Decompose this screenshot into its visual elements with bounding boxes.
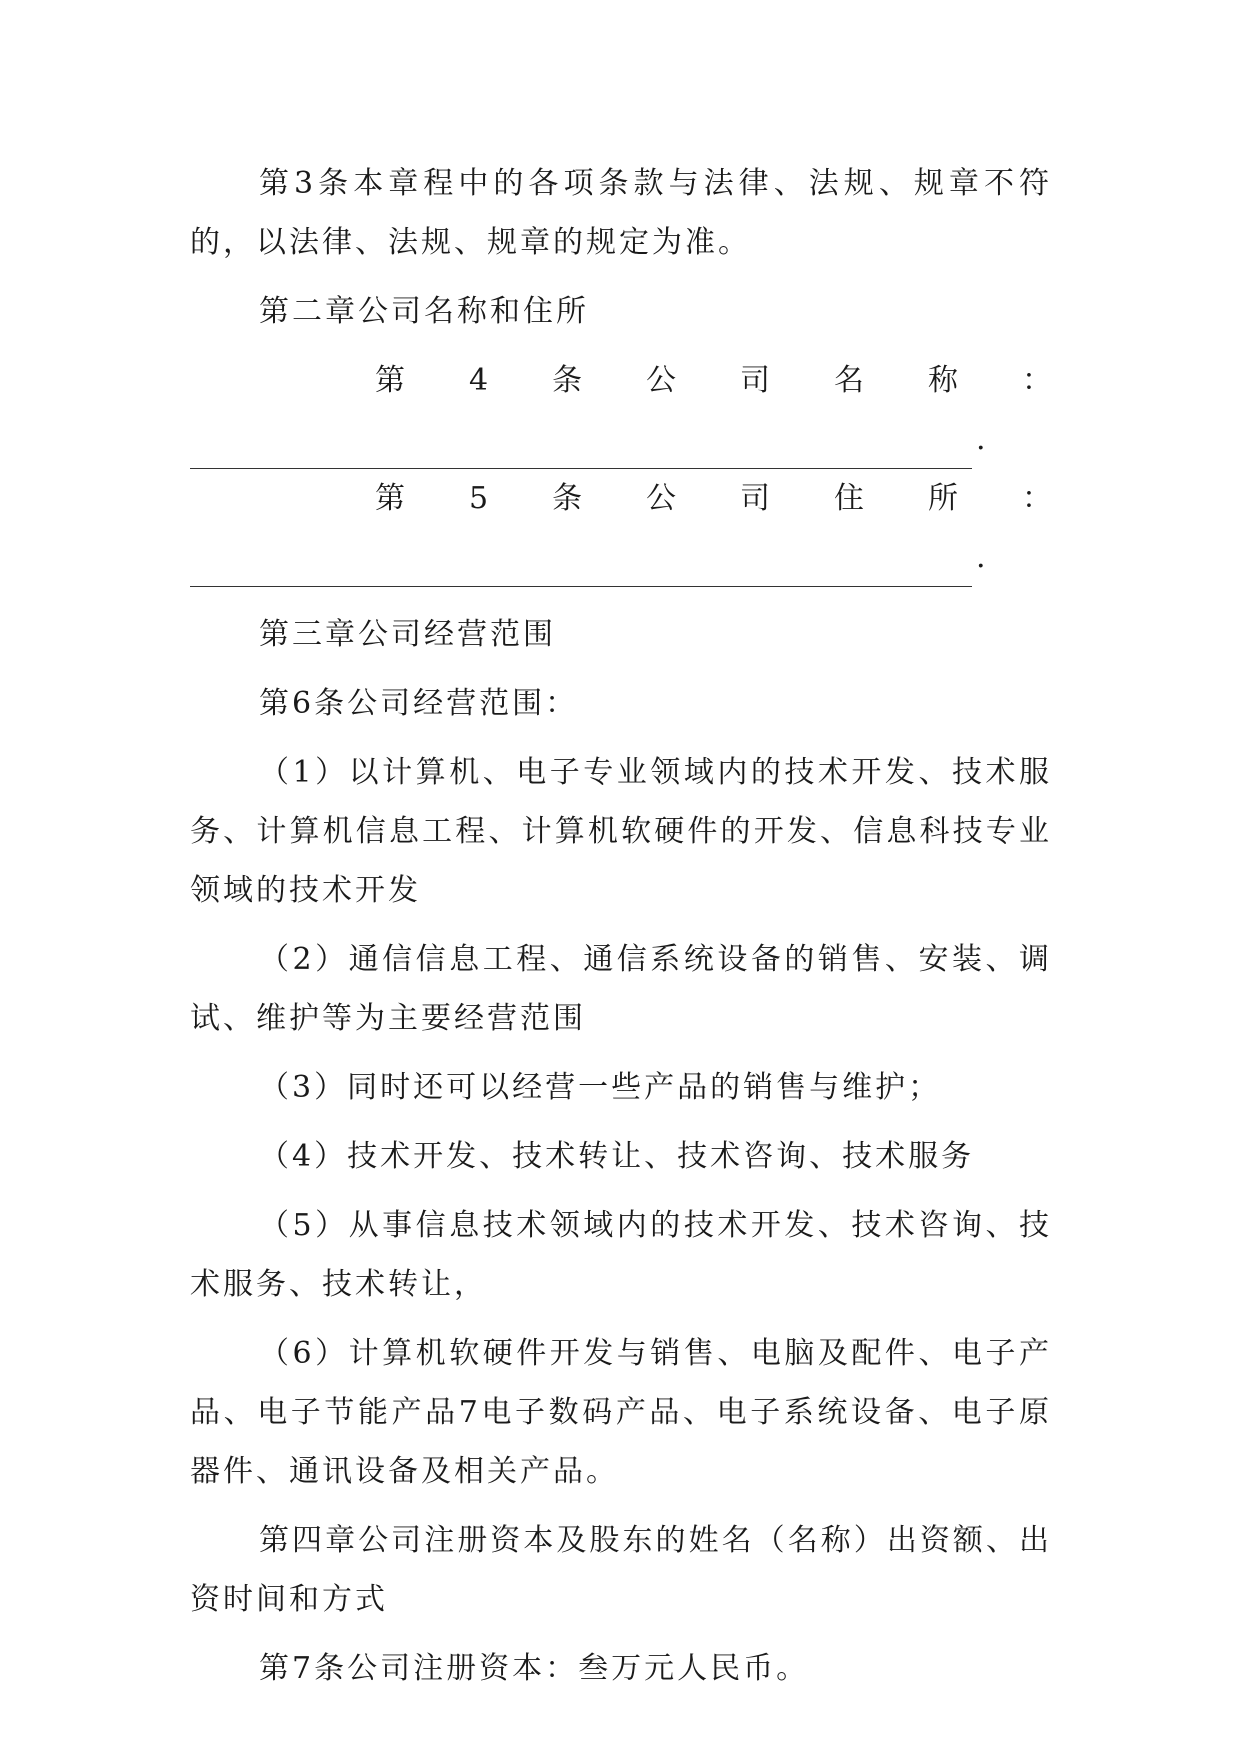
scope-item-6: （6）计算机软硬件开发与销售、电脑及配件、电子产品、电子节能产品7电子数码产品、电子系统设备、电子原器件、通讯设备及相关产品。 [190,1336,1052,1489]
chapter-3-heading: 第三章公司经营范围 [259,617,556,652]
article-5-line: 第 5 条 公 司 住 所 ： [375,481,1052,516]
article-3: 第3条本章程中的各项条款与法律、法规、规章不符的，以法律、法规、规章的规定为准。 [190,166,1052,260]
chapter-4-heading: 第四章公司注册资本及股东的姓名（名称）出资额、出资时间和方式 [190,1523,1052,1617]
fill-in-line [190,434,972,469]
scope-item-2: （2）通信信息工程、通信系统设备的销售、安装、调试、维护等为主要经营范围 [190,942,1052,1036]
fill-in-line [190,552,972,587]
document-page [190,154,1052,1698]
scope-item-3: （3）同时还可以经营一些产品的销售与维护； [259,1070,942,1105]
company-name-blank: . [190,410,1052,469]
article-6: 第6条公司经营范围： [259,686,579,721]
article-7: 第7条公司注册资本：叁万元人民币。 [259,1651,810,1686]
article-4-line: 第 4 条 公 司 名 称 ： [375,363,1052,398]
scope-item-4: （4）技术开发、技术转让、技术咨询、技术服务 [259,1139,975,1174]
scope-item-5: （5）从事信息技术领域内的技术开发、技术咨询、技术服务、技术转让， [190,1208,1052,1302]
chapter-2-heading: 第二章公司名称和住所 [259,294,589,329]
company-address-blank: . [190,528,1052,587]
scope-item-1: （1）以计算机、电子专业领域内的技术开发、技术服务、计算机信息工程、计算机软硬件的开发、信息科技专业领域的技术开发 [190,755,1052,908]
